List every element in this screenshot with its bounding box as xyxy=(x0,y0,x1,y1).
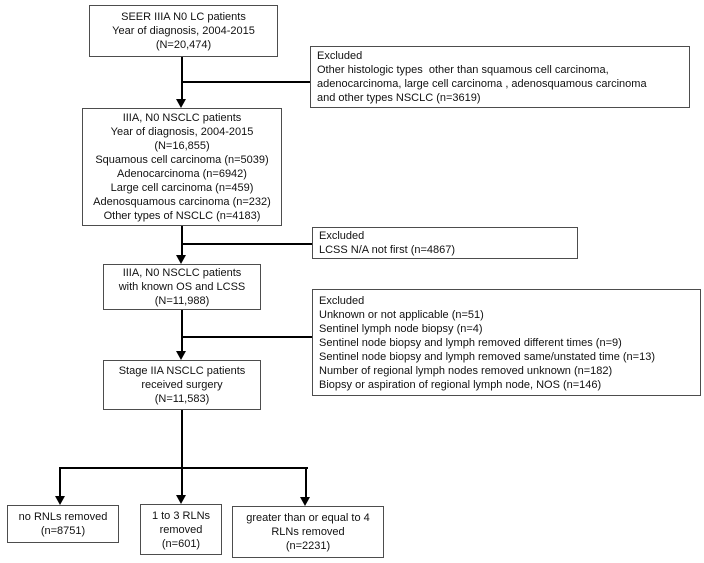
text-line: SEER IIIA N0 LC patients xyxy=(121,11,246,23)
connector-branch-horizontal xyxy=(59,467,308,469)
text-line: IIIA, N0 NSCLC patients xyxy=(122,112,242,124)
text-line: (N=11,988) xyxy=(154,295,210,307)
text-line: Sentinel node biopsy and lymph removed same/unstated time (n=13) xyxy=(319,350,655,363)
box-excluded-lcss xyxy=(312,227,578,259)
box-excluded-lymph xyxy=(312,289,701,396)
text-line: Other histologic types other than squamous cell carcinoma, xyxy=(317,64,609,76)
text-line: Large cell carcinoma (n=459) xyxy=(110,182,254,194)
text-line: IIIA, N0 NSCLC patients xyxy=(122,267,242,279)
text-line: adenocarcinoma, large cell carcinoma , adenosquamous carcinoma xyxy=(317,78,647,90)
text-line: received surgery xyxy=(141,379,223,391)
text-line: LCSS N/A not first (n=4867) xyxy=(319,244,456,256)
arrowhead-icon xyxy=(176,99,186,108)
box-excluded-histology xyxy=(310,46,690,108)
text-line: Sentinel lymph node biopsy (n=4) xyxy=(319,322,483,335)
arrowhead-icon xyxy=(176,351,186,360)
text-line: (N=20,474) xyxy=(155,39,212,51)
text-line: removed xyxy=(159,523,203,536)
box-seer-patients xyxy=(89,5,278,57)
arrowhead-icon xyxy=(176,495,186,504)
text-line: (N=16,855) xyxy=(154,140,210,152)
box-no-rnls-removed xyxy=(7,505,119,543)
text-line: Unknown or not applicable (n=51) xyxy=(319,308,484,321)
text-line: Year of diagnosis, 2004-2015 xyxy=(112,25,255,37)
text-line: greater than or equal to 4 xyxy=(246,512,370,524)
connector-to-excluded-lymph xyxy=(182,336,312,338)
arrowhead-icon xyxy=(55,496,65,505)
text-line: Stage IIA NSCLC patients xyxy=(118,365,246,377)
text-line: Excluded xyxy=(319,294,365,307)
text-line: Biopsy or aspiration of regional lymph node, NOS (n=146) xyxy=(319,378,602,391)
box-received-surgery xyxy=(103,360,261,410)
connector-box1-box2 xyxy=(181,57,183,99)
text-line: (N=11,583) xyxy=(154,393,210,405)
connector-to-excluded-histology xyxy=(182,81,310,83)
box-ge4-rlns-removed xyxy=(232,506,384,558)
text-line: Squamous cell carcinoma (n=5039) xyxy=(95,154,269,166)
box-nsclc-patients xyxy=(82,108,282,226)
text-line: Number of regional lymph nodes removed unknown (n=182) xyxy=(319,364,613,377)
text-line: with known OS and LCSS xyxy=(118,281,246,293)
connector-branch-left xyxy=(59,467,61,496)
text-line: no RNLs removed xyxy=(18,511,108,523)
text-line: Adenosquamous carcinoma (n=232) xyxy=(93,196,271,208)
connector-box2-box3 xyxy=(181,226,183,255)
connector-box4-middle-outcome xyxy=(181,410,183,495)
text-line: and other types NSCLC (n=3619) xyxy=(317,92,481,104)
text-line: (n=601) xyxy=(161,537,201,550)
box-known-os-lcss xyxy=(103,264,261,310)
box-1-3-rlns-removed xyxy=(140,504,222,555)
text-line: (n=8751) xyxy=(40,525,86,537)
text-line: RLNs removed xyxy=(271,526,345,538)
text-line: Other types of NSCLC (n=4183) xyxy=(103,210,261,222)
arrowhead-icon xyxy=(176,255,186,264)
text-line: Sentinel node biopsy and lymph removed different times (n=9) xyxy=(319,336,622,349)
text-line: 1 to 3 RLNs xyxy=(151,509,211,522)
text-line: Year of diagnosis, 2004-2015 xyxy=(110,126,254,138)
text-line: Excluded xyxy=(317,50,363,62)
connector-box3-box4 xyxy=(181,310,183,351)
text-line: Adenocarcinoma (n=6942) xyxy=(117,168,247,180)
text-line: (n=2231) xyxy=(285,540,331,552)
arrowhead-icon xyxy=(300,497,310,506)
text-line: Excluded xyxy=(319,230,365,242)
connector-branch-right xyxy=(305,467,307,497)
connector-to-excluded-lcss xyxy=(182,243,312,245)
